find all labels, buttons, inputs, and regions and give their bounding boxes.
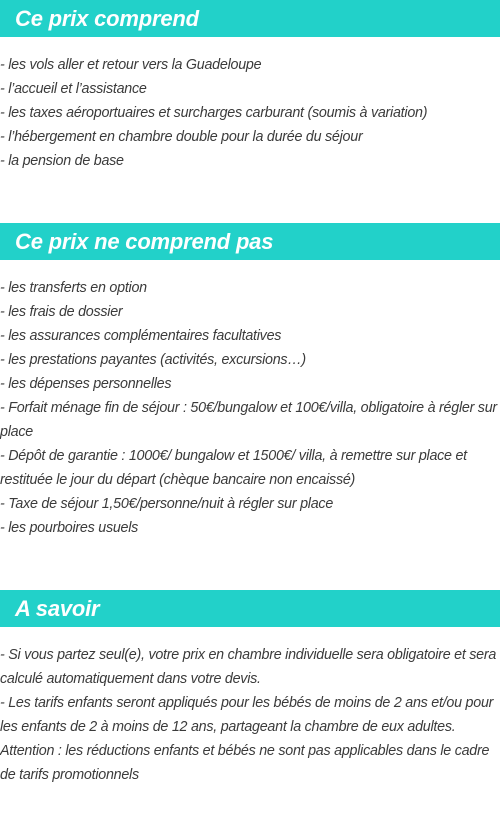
section-title-included: Ce prix comprend: [15, 5, 199, 31]
list-item: - les taxes aéroportuaires et surcharges carburant (soumis à variation): [0, 105, 428, 121]
list-item: - l’hébergement en chambre double pour la durée du séjour: [0, 129, 363, 145]
list-item: Attention : les réductions enfants et bébés ne sont pas applicables dans le cadre de tarifs promotionnels: [0, 743, 490, 783]
list-item: - les transferts en option: [0, 280, 147, 296]
list-item: - les prestations payantes (activités, excursions…): [0, 352, 306, 368]
good-to-know-list: [0, 643, 500, 787]
section-header-good-to-know: [0, 590, 500, 627]
list-item: - Dépôt de garantie : 1000€/ bungalow et 1500€/ villa, à remettre sur place et restituée le jour du départ (chèque bancaire non encaissé): [0, 448, 467, 488]
not-included-list: [0, 276, 500, 540]
included-list: [0, 53, 500, 173]
section-header-included: [0, 0, 500, 37]
list-item: - les assurances complémentaires facultatives: [0, 328, 282, 344]
list-item: - Les tarifs enfants seront appliqués pour les bébés de moins de 2 ans et/ou pour les enfants de 2 à moins de 12 ans, partageant la chambre de eux adultes.: [0, 695, 494, 735]
section-title-good-to-know: A savoir: [15, 595, 100, 621]
list-item: - Si vous partez seul(e), votre prix en chambre individuelle sera obligatoire et sera calculé automatiquement dans votre devis.: [0, 647, 497, 687]
list-item: - les dépenses personnelles: [0, 376, 172, 392]
list-item: - Forfait ménage fin de séjour : 50€/bungalow et 100€/villa, obligatoire à régler sur place: [0, 400, 497, 440]
list-item: - les vols aller et retour vers la Guadeloupe: [0, 57, 262, 73]
list-item: - l’accueil et l’assistance: [0, 81, 147, 97]
list-item: - Taxe de séjour 1,50€/personne/nuit à régler sur place: [0, 496, 334, 512]
list-item: - les pourboires usuels: [0, 520, 139, 536]
section-title-not-included: Ce prix ne comprend pas: [15, 228, 274, 254]
section-header-not-included: [0, 223, 500, 260]
list-item: - la pension de base: [0, 153, 124, 169]
list-item: - les frais de dossier: [0, 304, 123, 320]
